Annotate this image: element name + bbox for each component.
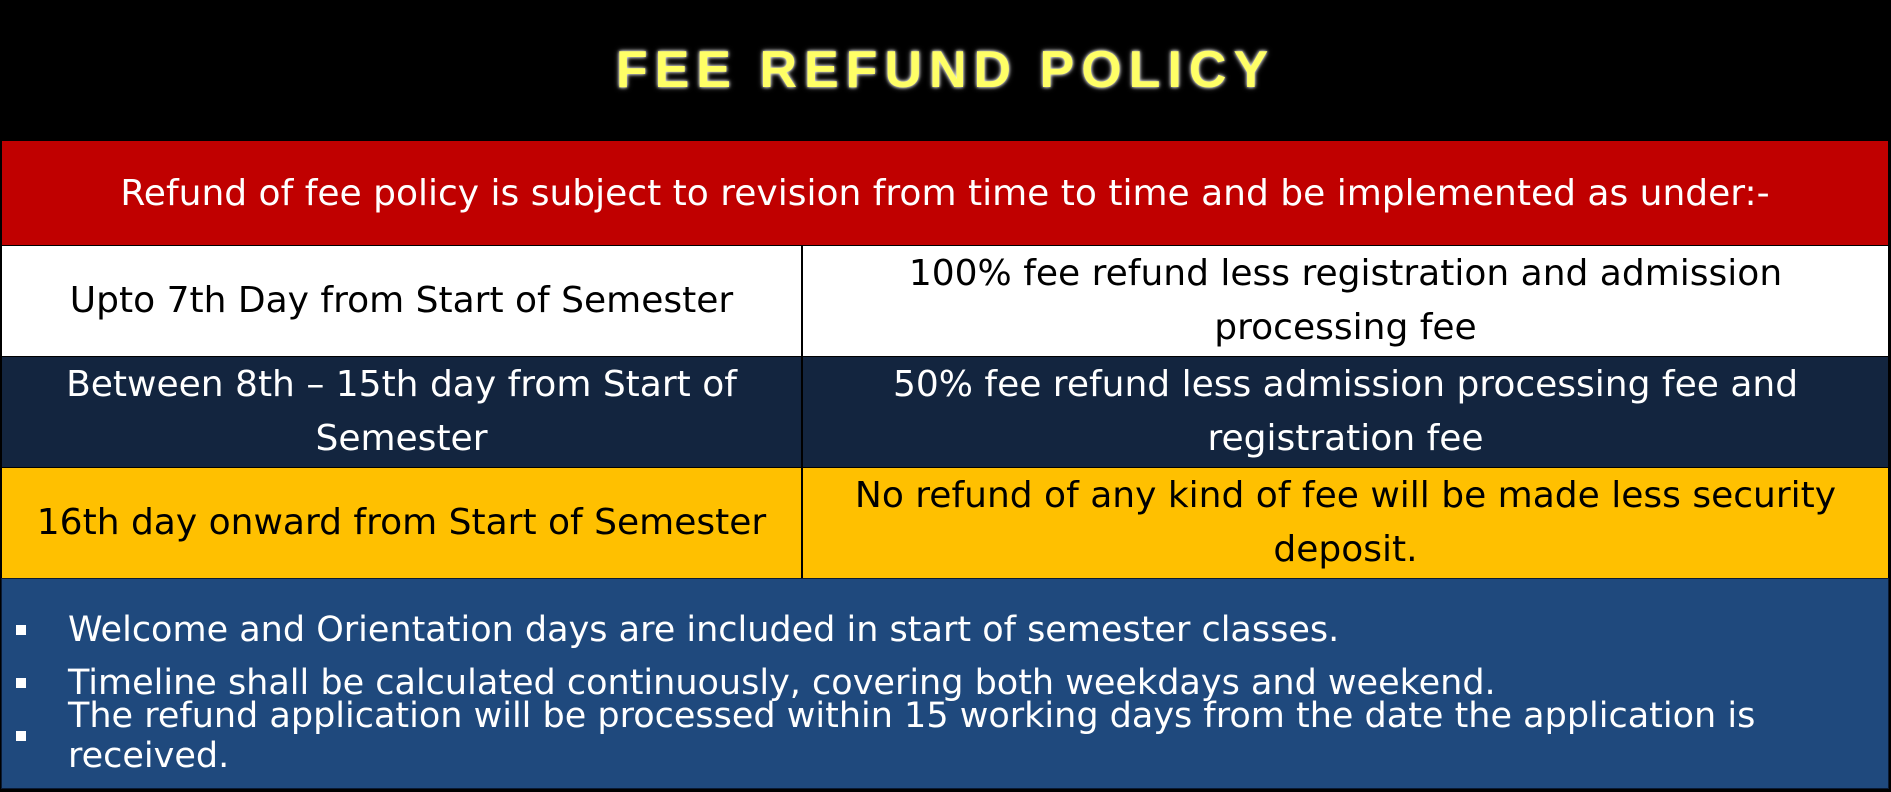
refund-period-cell: Upto 7th Day from Start of Semester [2, 246, 803, 356]
refund-period-cell: Between 8th – 15th day from Start of Semester [2, 357, 803, 467]
note-text: Welcome and Orientation days are included in start of semester classes. [68, 609, 1340, 650]
refund-period-cell: 16th day onward from Start of Semester [2, 468, 803, 578]
refund-policy-cell: 100% fee refund less registration and admission processing fee [908, 253, 1783, 348]
refund-policy-table [1, 140, 1889, 577]
list-item [2, 695, 1888, 776]
square-bullet-icon [16, 731, 26, 741]
list-item [2, 603, 1888, 656]
policy-intro: Refund of fee policy is subject to revision from time to time and be implemented as under:- [2, 141, 1888, 246]
refund-policy-cell: No refund of any kind of fee will be made less security deposit. [854, 475, 1837, 570]
page-title: FEE REFUND POLICY [615, 41, 1276, 99]
table-row [2, 357, 1888, 468]
square-bullet-icon [16, 625, 26, 635]
table-row [2, 468, 1888, 578]
note-text: Timeline shall be calculated continuously, covering both weekdays and weekend. [68, 662, 1496, 703]
table-row [2, 246, 1888, 357]
note-text: The refund application will be processed within 15 working days from the date the application is received. [68, 695, 1756, 776]
refund-policy-cell: 50% fee refund less admission processing fee and registration fee [892, 364, 1799, 459]
policy-notes [1, 578, 1889, 789]
square-bullet-icon [16, 678, 26, 688]
